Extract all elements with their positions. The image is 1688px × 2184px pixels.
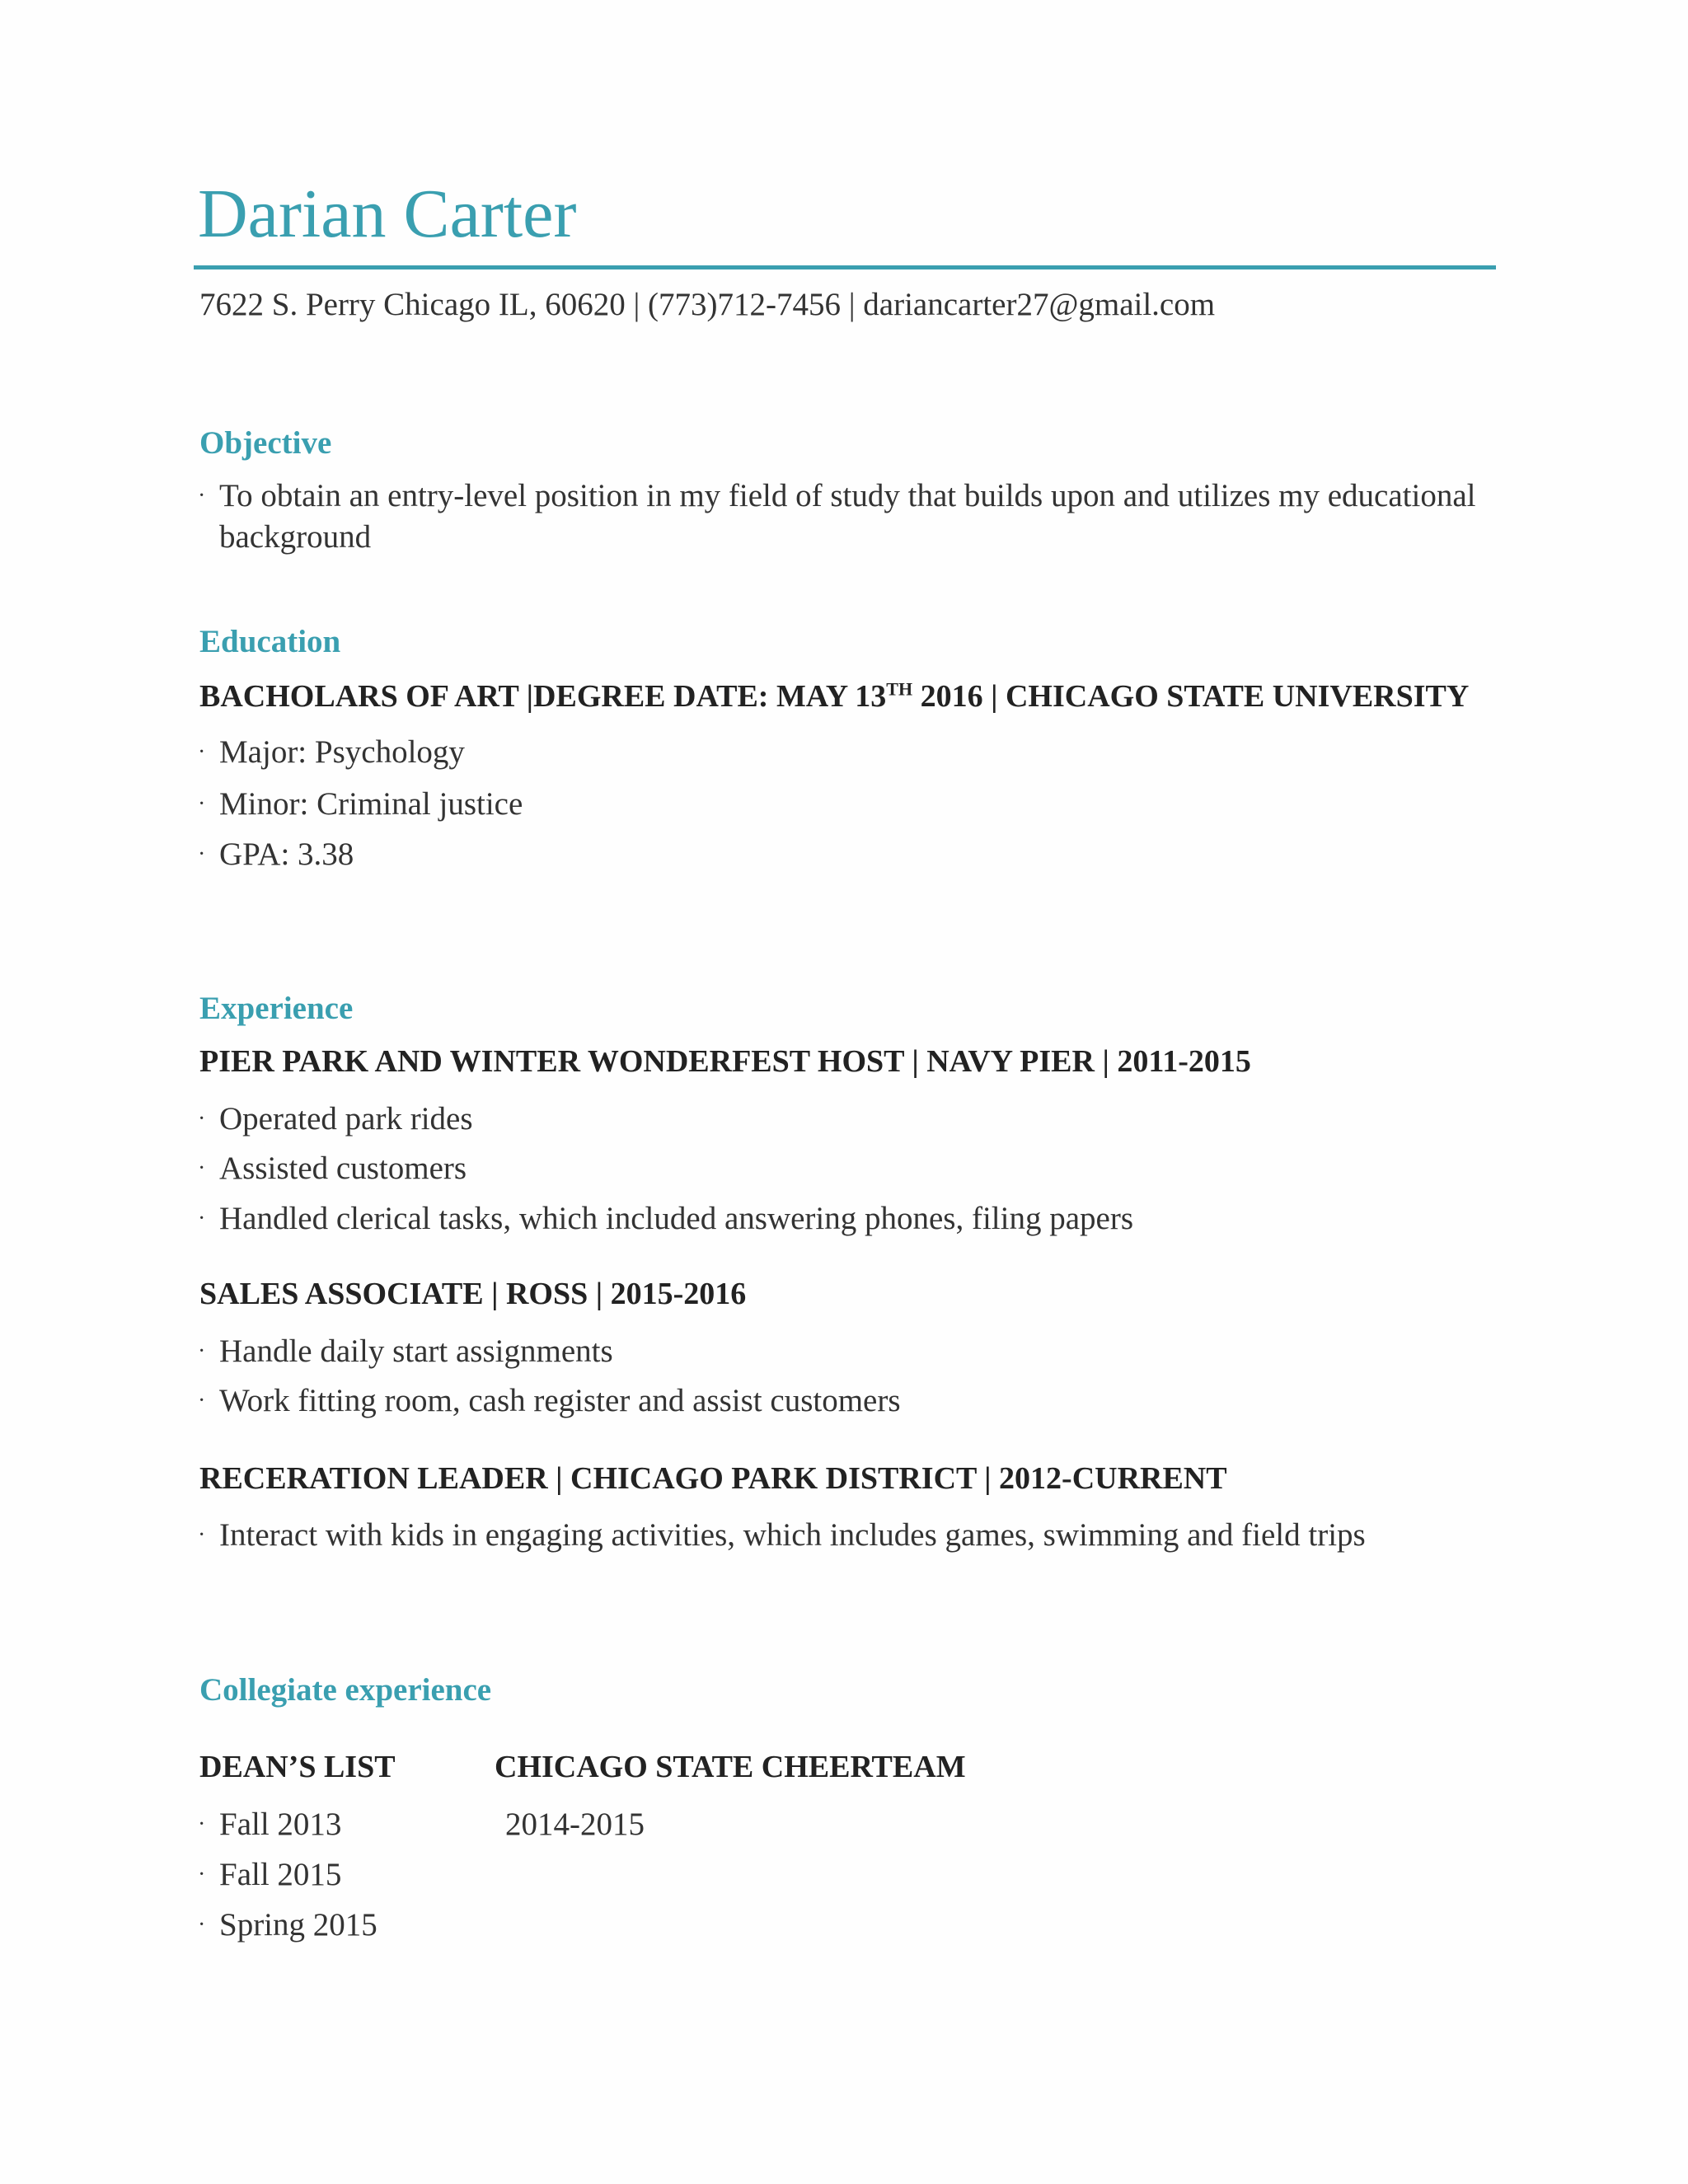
experience-heading: Experience	[199, 991, 354, 1026]
objective-text: To obtain an entry-level position in my field of study that builds upon and utilizes my educational background	[219, 478, 1476, 555]
list-item	[198, 1099, 473, 1140]
degree-superscript: TH	[886, 678, 913, 700]
list-item	[198, 732, 465, 773]
bullet-glyph: ·	[198, 739, 206, 765]
list-item	[198, 1331, 613, 1372]
job-duty: Handle daily start assignments	[219, 1333, 613, 1369]
bullet-glyph: ·	[198, 791, 206, 817]
job-duty: Work fitting room, cash register and assist customers	[219, 1383, 901, 1418]
bullet-glyph: ·	[198, 1155, 206, 1181]
objective-bullet	[198, 476, 1484, 558]
bullet-glyph: ·	[198, 1338, 206, 1364]
job-duty: Handled clerical tasks, which included answering phones, filing papers	[219, 1201, 1134, 1236]
list-item	[198, 1198, 1133, 1240]
job-duty: Interact with kids in engaging activities, which includes games, swimming and field trips	[219, 1517, 1366, 1553]
cheerteam-years: 2014-2015	[505, 1807, 645, 1842]
job-title: RECERATION LEADER | CHICAGO PARK DISTRICT | 2012-CURRENT	[199, 1461, 1227, 1496]
deans-list-term: Fall 2015	[219, 1857, 342, 1892]
bullet-glyph: ·	[198, 1811, 206, 1837]
header-divider	[194, 265, 1496, 269]
bullet-glyph: ·	[198, 1206, 206, 1231]
collegiate-heading: Collegiate experience	[199, 1672, 492, 1708]
job-title: SALES ASSOCIATE | ROSS | 2015-2016	[199, 1277, 747, 1311]
list-item	[198, 1804, 341, 1845]
bullet-glyph: ·	[198, 1912, 206, 1938]
bullet-glyph: ·	[198, 1388, 206, 1413]
list-item	[198, 834, 354, 875]
objective-heading: Objective	[199, 425, 332, 461]
education-gpa: GPA: 3.38	[219, 837, 354, 872]
job-duty: Operated park rides	[219, 1101, 473, 1137]
job-title: PIER PARK AND WINTER WONDERFEST HOST | NAVY PIER | 2011-2015	[199, 1044, 1251, 1079]
bullet-glyph: ·	[198, 483, 206, 509]
bullet-glyph: ·	[198, 1522, 206, 1548]
degree-text: BACHOLARS OF ART |DEGREE DATE: MAY 13	[199, 679, 887, 714]
contact-info: 7622 S. Perry Chicago IL, 60620 | (773)712-7456 | dariancarter27@gmail.com	[199, 287, 1216, 322]
bullet-glyph: ·	[198, 1862, 206, 1887]
deans-list-term: Fall 2013	[219, 1807, 342, 1842]
list-item	[198, 1515, 1366, 1556]
degree-line	[199, 677, 1469, 716]
education-major: Major: Psychology	[219, 734, 465, 770]
list-item	[198, 1854, 341, 1896]
bullet-glyph: ·	[198, 1106, 206, 1132]
bullet-glyph: ·	[198, 841, 206, 867]
education-minor: Minor: Criminal justice	[219, 786, 523, 822]
education-heading: Education	[199, 624, 341, 659]
deans-list-title: DEAN’S LIST	[199, 1750, 396, 1784]
deans-list-term: Spring 2015	[219, 1907, 377, 1943]
list-item	[198, 1148, 467, 1189]
resume-name: Darian Carter	[198, 176, 577, 252]
list-item	[198, 1905, 377, 1946]
job-duty: Assisted customers	[219, 1151, 467, 1186]
list-item	[198, 1380, 901, 1422]
degree-text-end: 2016 | CHICAGO STATE UNIVERSITY	[912, 679, 1470, 714]
cheerteam-title: CHICAGO STATE CHEERTEAM	[495, 1750, 966, 1784]
list-item	[198, 784, 523, 825]
